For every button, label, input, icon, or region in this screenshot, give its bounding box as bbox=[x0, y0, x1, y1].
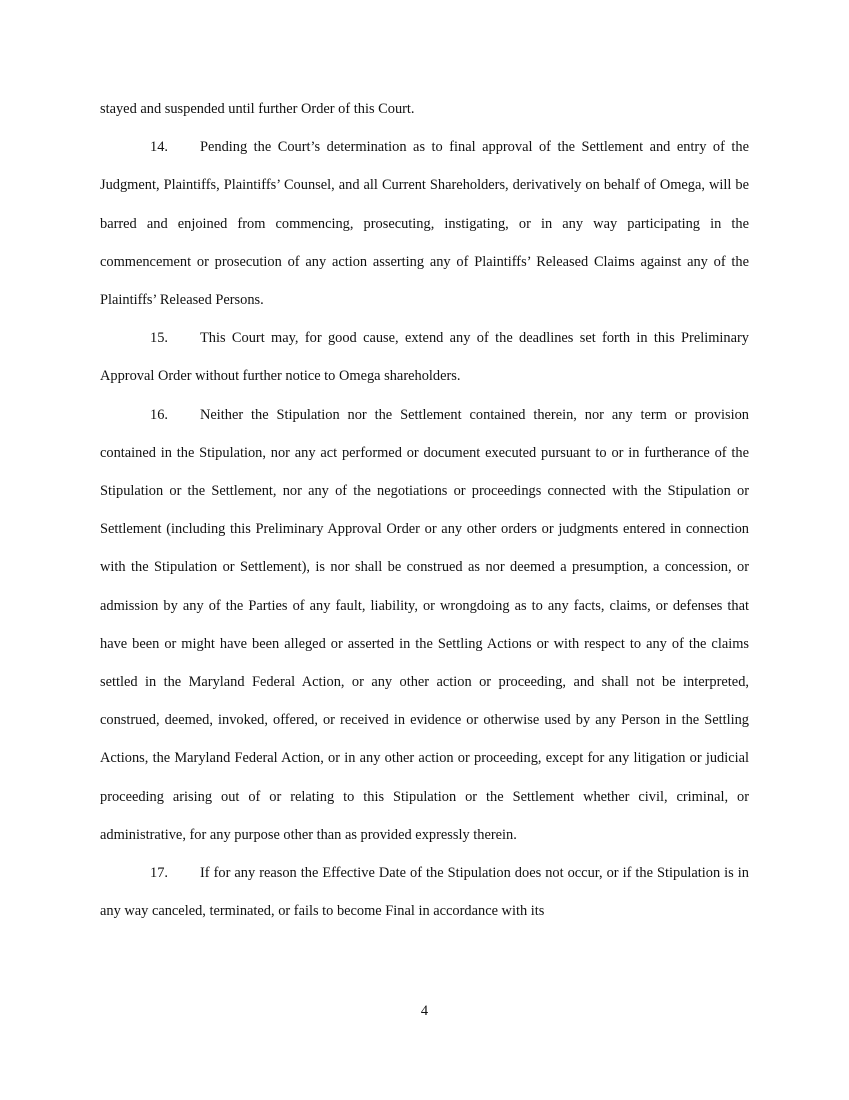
paragraph-14 bbox=[100, 128, 749, 319]
paragraph-15 bbox=[100, 319, 749, 395]
paragraph-text: This Court may, for good cause, extend any of the deadlines set forth in this Preliminary Approval Order without further notice to Omega shareholders. bbox=[100, 330, 749, 385]
paragraph-text: If for any reason the Effective Date of the Stipulation does not occur, or if the Stipulation is in any way canceled, terminated, or fails to become Final in accordance with its bbox=[100, 865, 749, 920]
paragraph-number: 15. bbox=[150, 330, 168, 347]
paragraph-17 bbox=[100, 854, 749, 930]
paragraph-text: Neither the Stipulation nor the Settlement contained therein, nor any term or provision contained in the Stipulation, nor any act performed or document executed pursuant to or in furtherance of the Stipulation or the Settlement, nor any of the negotiations or proceedings connected with the Stipulation or Settlement (including this Preliminary Approval Order or any other orders or judgments entered in connection with the Stipulation or Settlement), is nor shall be construed as nor deemed a presumption, a concession, or admission by any of the Parties of any fault, liability, or wrongdoing as to any facts, claims, or defenses that have been or might have been alleged or asserted in the Settling Actions or with respect to any of the claims settled in the Maryland Federal Action, or any other action or proceeding, and shall not be interpreted, construed, deemed, invoked, offered, or received in evidence or otherwise used by any Person in the Settling Actions, the Maryland Federal Action, or in any other action or proceeding, except for any litigation or judicial proceeding arising out of or relating to this Stipulation or the Settlement whether civil, criminal, or administrative, for any purpose other than as provided expressly therein. bbox=[100, 406, 749, 843]
document-page bbox=[100, 90, 749, 930]
paragraph-number: 14. bbox=[150, 139, 168, 156]
paragraph-16 bbox=[100, 396, 749, 854]
continuation-paragraph: stayed and suspended until further Order of this Court. bbox=[100, 101, 415, 117]
paragraph-text: Pending the Court’s determination as to final approval of the Settlement and entry of the Judgment, Plaintiffs, Plaintiffs’ Counsel, and all Current Shareholders, derivatively on behalf of Omega, will be barred and enjoined from commencing, prosecuting, instigating, or in any way participating in the commencement or prosecution of any action asserting any of Plaintiffs’ Released Claims against any of the Plaintiffs’ Released Persons. bbox=[100, 139, 749, 309]
page-number: 4 bbox=[420, 1003, 429, 1019]
paragraph-number: 16. bbox=[150, 406, 168, 423]
paragraph-number: 17. bbox=[150, 865, 168, 882]
